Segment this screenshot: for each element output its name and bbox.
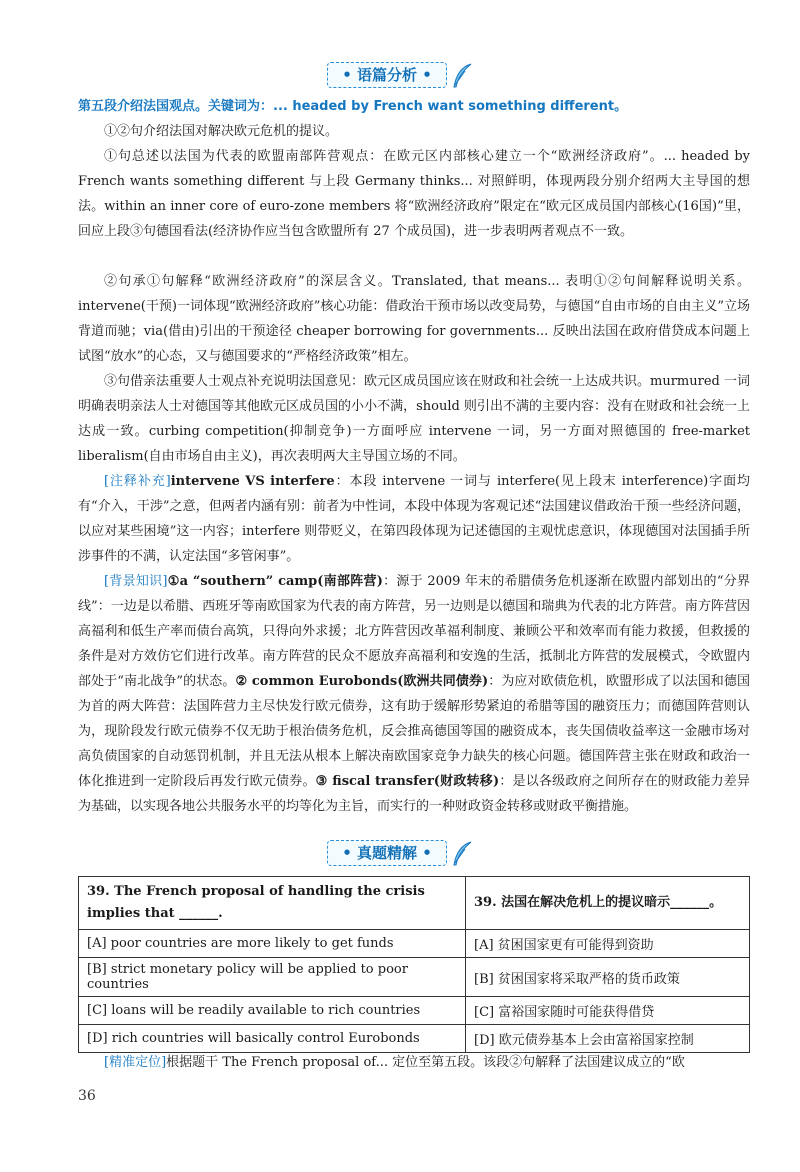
bg-term-3: ③ fiscal transfer(财政转移)	[315, 774, 500, 789]
option-row	[79, 930, 750, 958]
location-label: [精准定位]	[104, 1055, 167, 1070]
option-row	[79, 958, 750, 997]
question-en: 39. The French proposal of handling the crisis implies that ______.	[79, 877, 466, 930]
question-zh: 39. 法国在解决危机上的提议暗示______。	[466, 877, 750, 930]
option-en: [A] poor countries are more likely to get funds	[79, 930, 466, 958]
question-table	[78, 876, 750, 1053]
bg-term-1: ①a “southern” camp(南部阵营)	[167, 574, 383, 589]
option-row	[79, 997, 750, 1025]
analysis-p1: ①②句介绍法国对解决欧元危机的提议。	[104, 124, 339, 139]
option-row	[79, 1025, 750, 1053]
section-title: • 真题精解 •	[327, 840, 447, 866]
bg-label: [背景知识]	[104, 574, 168, 589]
section-title: • 语篇分析 •	[327, 62, 447, 88]
feather-icon	[451, 841, 473, 867]
note-label: [注释补充]	[104, 474, 171, 489]
location-body: 根据题干 The French proposal of... 定位至第五段。该段②句解释了法国建议成立的“欧	[166, 1055, 685, 1070]
feather-icon	[451, 63, 473, 89]
analysis-p2: ①句总述以法国为代表的欧盟南部阵营观点：在欧元区内部核心建立一个“欧洲经济政府”。... headed by French wants something different 与上段 Germany thinks... 对照鲜明，体现两段分别介绍两大主导国的想法。within an inner core of euro-zone members 将“欧洲经济政府”限定在“欧元区成员国内部核心(16国)”里，回应上段③句德国看法(经济协作应当包含欧盟所有 27 个成员国)，进一步表明两者观点不一致。	[78, 149, 750, 239]
analysis-p4: ③句借亲法重要人士观点补充说明法国意见：欧元区成员国应该在财政和社会统一上达成共识。murmured 一词明确表明亲法人士对德国等其他欧元区成员国的小小不满，should 则引出不满的主要内容：没有在财政和社会统一上达成一致。curbing competition(抑制竞争)一方面呼应 intervene 一词，另一方面对照德国的 free-market liberalism(自由市场自由主义)，再次表明两大主导国立场的不同。	[78, 374, 750, 464]
page-number: 36	[78, 1088, 96, 1104]
note-body: ：本段 intervene 一词与 interfere(见上段末 interference)字面均有“介入，干涉”之意，但两者内涵有别：前者为中性词，本段中体现为客观记述“法国建议借政治干预一些经济问题，以应对某些困境”这一内容；interfere 则带贬义，在第四段体现为记述德国的主观忧虑意识，体现德国对法国插手所涉事件的不满，认定法国“多管闲事”。	[78, 474, 750, 564]
section-header-questions	[0, 840, 800, 872]
option-en: [B] strict monetary policy will be applied to poor countries	[79, 958, 466, 997]
bg-body-1: ：源于 2009 年末的希腊债务危机逐渐在欧盟内部划出的“分界线”：一边是以希腊、西班牙等南欧国家为代表的南方阵营，另一边则是以德国和瑞典为代表的北方阵营。南方阵营因高福利和低生产率而债台高筑，只得向外求援；北方阵营因改革福利制度、兼顾公平和效率而有能力救援，但救援的条件是对方效仿它们进行改革。南方阵营的民众不愿放弃高福利和安逸的生活，抵制北方阵营的发展模式，令欧盟内部处于“南北战争”的状态。	[78, 574, 750, 689]
option-en: [D] rich countries will basically control Eurobonds	[79, 1025, 466, 1053]
question-row	[79, 877, 750, 930]
analysis-lead: 第五段介绍法国观点。关键词为：... headed by French want something different。	[78, 99, 628, 114]
section-header-analysis	[0, 62, 800, 94]
bg-body-3: ：是以各级政府之间所存在的财政能力差异为基础，以实现各地公共服务水平的均等化为主旨，而实行的一种财政资金转移或财政平衡措施。	[78, 774, 750, 814]
option-zh: [A] 贫困国家更有可能得到资助	[466, 930, 750, 958]
location-paragraph	[78, 1050, 750, 1075]
option-zh: [C] 富裕国家随时可能获得借贷	[466, 997, 750, 1025]
note-paragraph	[78, 469, 750, 569]
background-paragraph	[78, 569, 750, 819]
option-zh: [B] 贫困国家将采取严格的货币政策	[466, 958, 750, 997]
bg-term-2: ② common Eurobonds(欧洲共同债券)	[235, 674, 489, 689]
note-head: intervene VS interfere	[170, 474, 335, 489]
option-en: [C] loans will be readily available to rich countries	[79, 997, 466, 1025]
bg-body-2: ：为应对欧债危机，欧盟形成了以法国和德国为首的两大阵营：法国阵营力主尽快发行欧元债券，这有助于缓解形势紧迫的希腊等国的融资压力；而德国阵营则认为，现阶段发行欧元债券不仅无助于根治债务危机，反会推高德国等国的融资成本，丧失国债收益率这一金融市场对高负债国家的自动惩罚机制，并且无法从根本上解决南欧国家竞争力缺失的核心问题。德国阵营主张在财政和政治一体化推进到一定阶段后再发行欧元债券。	[78, 674, 750, 789]
option-zh: [D] 欧元债券基本上会由富裕国家控制	[466, 1025, 750, 1053]
analysis-p3: ②句承①句解释“欧洲经济政府”的深层含义。Translated, that means... 表明①②句间解释说明关系。intervene(干预)一词体现“欧洲经济政府”核心功能：借政治干预市场以改变局势，与德国“自由市场的自由主义”立场背道而驰；via(借由)引出的干预途径 cheaper borrowing for governments... 反映出法国在政府借贷成本问题上试图“放水”的心态，又与德国要求的“严格经济政策”相左。	[78, 274, 750, 364]
